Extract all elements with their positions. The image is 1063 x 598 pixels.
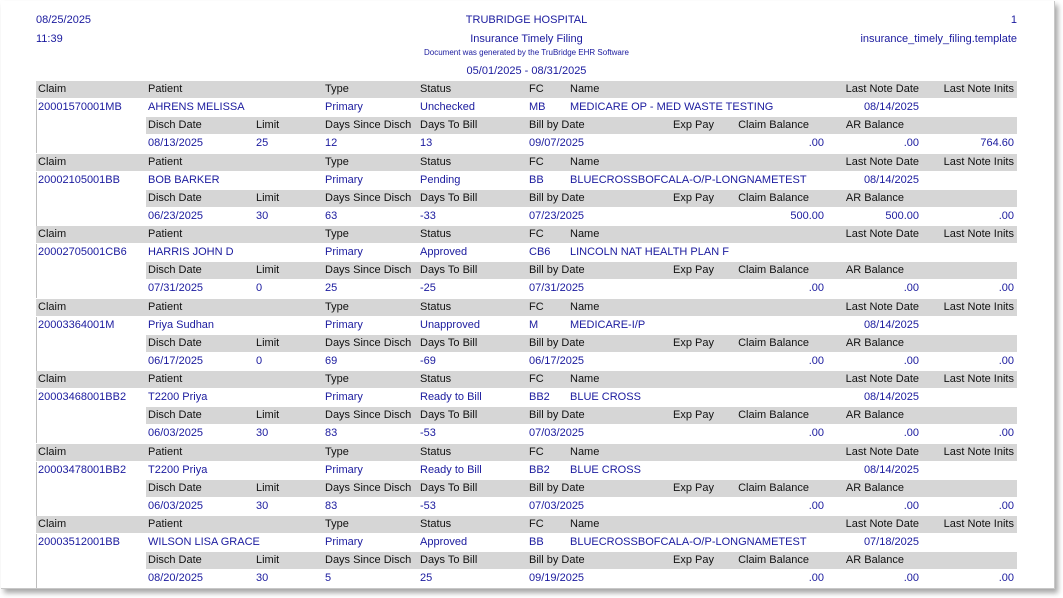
claim-cell: 20003512001BB	[38, 536, 120, 548]
claim-header: Claim	[38, 446, 67, 458]
type-header: Type	[325, 156, 349, 168]
record-divider	[36, 99, 37, 153]
fc-header: FC	[529, 373, 544, 385]
exp-pay-header: Exp Pay	[673, 337, 714, 349]
ar-balance-cell: .00	[998, 572, 1014, 584]
bill-by-date-cell: 07/31/2025	[529, 282, 585, 294]
fc-header: FC	[529, 446, 544, 458]
record-divider	[36, 317, 37, 371]
patient-header: Patient	[148, 228, 183, 240]
status-cell: Unchecked	[420, 101, 476, 113]
exp-pay-cell: .00	[808, 500, 824, 512]
exp-pay-cell: .00	[808, 282, 824, 294]
fc-cell: CB6	[529, 246, 551, 258]
status-cell: Ready to Bill	[420, 464, 482, 476]
ar-balance-cell: .00	[998, 282, 1014, 294]
claim-cell: 20003364001M	[38, 319, 115, 331]
patient-header: Patient	[148, 518, 183, 530]
last-note-inits-header: Last Note Inits	[943, 228, 1014, 240]
exp-pay-header: Exp Pay	[673, 482, 714, 494]
disch-date-cell: 06/17/2025	[148, 355, 204, 367]
disch-date-header: Disch Date	[148, 264, 202, 276]
claim-balance-header: Claim Balance	[738, 119, 809, 131]
type-cell: Primary	[325, 101, 363, 113]
type-cell: Primary	[325, 464, 363, 476]
name-header: Name	[570, 373, 600, 385]
name-header: Name	[570, 228, 600, 240]
ar-balance-cell: .00	[998, 427, 1014, 439]
fc-header: FC	[529, 156, 544, 168]
days-since-disch-header: Days Since Disch	[325, 482, 412, 494]
disch-date-header: Disch Date	[148, 482, 202, 494]
days-since-disch-header: Days Since Disch	[325, 337, 412, 349]
bill-by-date-header: Bill by Date	[529, 409, 585, 421]
claim-balance-cell: .00	[903, 137, 919, 149]
claim-cell: 20001570001MB	[38, 101, 122, 113]
billing-header-row	[146, 552, 1017, 569]
days-since-disch-header: Days Since Disch	[325, 192, 412, 204]
disch-date-header: Disch Date	[148, 119, 202, 131]
exp-pay-header: Exp Pay	[673, 264, 714, 276]
claim-row	[36, 389, 1017, 406]
fc-header: FC	[529, 83, 544, 95]
type-header: Type	[325, 373, 349, 385]
type-cell: Primary	[325, 391, 363, 403]
page-number: 1	[1010, 14, 1017, 26]
days-to-bill-header: Days To Bill	[420, 119, 478, 131]
patient-header: Patient	[148, 156, 183, 168]
report-title: Insurance Timely Filing	[470, 33, 583, 45]
status-cell: Approved	[420, 536, 468, 548]
billing-row	[36, 570, 1017, 587]
patient-cell: Priya Sudhan	[148, 319, 215, 331]
limit-header: Limit	[256, 119, 280, 131]
disch-date-cell: 07/31/2025	[148, 282, 204, 294]
type-cell: Primary	[325, 246, 363, 258]
billing-row	[36, 353, 1017, 370]
bill-by-date-cell: 09/19/2025	[529, 572, 585, 584]
bill-by-date-header: Bill by Date	[529, 337, 585, 349]
status-header: Status	[420, 373, 452, 385]
claim-row	[36, 534, 1017, 551]
record-divider	[36, 244, 37, 298]
disch-date-cell: 06/23/2025	[148, 210, 204, 222]
name-header: Name	[570, 446, 600, 458]
claim-balance-header: Claim Balance	[738, 337, 809, 349]
limit-cell: 25	[256, 137, 269, 149]
exp-pay-cell: .00	[808, 427, 824, 439]
report-time: 11:39	[36, 33, 63, 45]
exp-pay-header: Exp Pay	[673, 554, 714, 566]
type-cell: Primary	[325, 319, 363, 331]
patient-cell: WILSON LISA GRACE	[148, 536, 260, 548]
limit-cell: 30	[256, 427, 269, 439]
disch-date-cell: 06/03/2025	[148, 427, 204, 439]
claim-balance-header: Claim Balance	[738, 409, 809, 421]
days-since-disch-cell: 69	[325, 355, 338, 367]
ar-balance-cell: .00	[998, 210, 1014, 222]
last-note-date-header: Last Note Date	[845, 301, 919, 313]
ar-balance-cell: 764.60	[980, 137, 1014, 149]
days-to-bill-cell: -53	[420, 427, 436, 439]
claim-header-row	[36, 371, 1017, 388]
claim-header-row	[36, 444, 1017, 461]
patient-cell: T2200 Priya	[148, 391, 208, 403]
status-cell: Approved	[420, 246, 468, 258]
claim-balance-cell: .00	[903, 427, 919, 439]
last-note-inits-header: Last Note Inits	[943, 156, 1014, 168]
fc-cell: BB	[529, 536, 544, 548]
patient-header: Patient	[148, 83, 183, 95]
billing-header-row	[146, 190, 1017, 207]
name-cell: BLUE CROSS	[570, 391, 641, 403]
claim-balance-cell: .00	[903, 572, 919, 584]
exp-pay-cell: .00	[808, 355, 824, 367]
last-note-inits-header: Last Note Inits	[943, 518, 1014, 530]
name-header: Name	[570, 301, 600, 313]
fc-header: FC	[529, 301, 544, 313]
claim-balance-header: Claim Balance	[738, 264, 809, 276]
ar-balance-cell: .00	[998, 500, 1014, 512]
last-note-date-cell: 08/14/2025	[863, 174, 919, 186]
last-note-date-header: Last Note Date	[845, 156, 919, 168]
limit-cell: 30	[256, 500, 269, 512]
last-note-date-header: Last Note Date	[845, 373, 919, 385]
days-to-bill-header: Days To Bill	[420, 409, 478, 421]
last-note-date-cell: 08/14/2025	[863, 464, 919, 476]
patient-header: Patient	[148, 301, 183, 313]
billing-row	[36, 208, 1017, 225]
days-since-disch-cell: 83	[325, 500, 338, 512]
ar-balance-header: AR Balance	[845, 409, 904, 421]
claim-cell: 20002105001BB	[38, 174, 120, 186]
ar-balance-header: AR Balance	[845, 192, 904, 204]
claim-balance-cell: .00	[903, 500, 919, 512]
status-header: Status	[420, 301, 452, 313]
status-header: Status	[420, 83, 452, 95]
claim-cell: 20003478001BB2	[38, 464, 127, 476]
claim-header: Claim	[38, 156, 67, 168]
last-note-date-header: Last Note Date	[845, 228, 919, 240]
ar-balance-header: AR Balance	[845, 337, 904, 349]
claim-header-row	[36, 154, 1017, 171]
name-header: Name	[570, 518, 600, 530]
type-header: Type	[325, 83, 349, 95]
record-divider	[36, 172, 37, 226]
last-note-inits-header: Last Note Inits	[943, 373, 1014, 385]
name-cell: BLUECROSSBOFCALA-O/P-LONGNAMETEST	[570, 536, 807, 548]
days-to-bill-cell: -53	[420, 500, 436, 512]
fc-header: FC	[529, 518, 544, 530]
limit-header: Limit	[256, 482, 280, 494]
disch-date-header: Disch Date	[148, 192, 202, 204]
days-since-disch-header: Days Since Disch	[325, 119, 412, 131]
limit-cell: 30	[256, 210, 269, 222]
exp-pay-header: Exp Pay	[673, 119, 714, 131]
claim-header: Claim	[38, 228, 67, 240]
ar-balance-header: AR Balance	[845, 264, 904, 276]
record-divider	[36, 534, 37, 588]
claim-balance-header: Claim Balance	[738, 482, 809, 494]
ar-balance-header: AR Balance	[845, 482, 904, 494]
claim-row	[36, 244, 1017, 261]
bill-by-date-cell: 09/07/2025	[529, 137, 585, 149]
claim-header-row	[36, 81, 1017, 98]
days-since-disch-cell: 63	[325, 210, 338, 222]
date-range: 05/01/2025 - 08/31/2025	[466, 65, 587, 77]
claim-header: Claim	[38, 83, 67, 95]
days-to-bill-cell: 25	[420, 572, 433, 584]
last-note-inits-header: Last Note Inits	[943, 83, 1014, 95]
patient-header: Patient	[148, 373, 183, 385]
last-note-date-cell: 07/18/2025	[863, 536, 919, 548]
name-cell: MEDICARE OP - MED WASTE TESTING	[570, 101, 774, 113]
name-cell: BLUE CROSS	[570, 464, 641, 476]
days-to-bill-cell: 13	[420, 137, 433, 149]
last-note-inits-header: Last Note Inits	[943, 301, 1014, 313]
disch-date-cell: 06/03/2025	[148, 500, 204, 512]
bill-by-date-header: Bill by Date	[529, 264, 585, 276]
exp-pay-cell: .00	[808, 572, 824, 584]
last-note-date-header: Last Note Date	[845, 83, 919, 95]
days-to-bill-header: Days To Bill	[420, 482, 478, 494]
patient-cell: AHRENS MELISSA	[148, 101, 245, 113]
patient-cell: BOB BARKER	[148, 174, 220, 186]
limit-header: Limit	[256, 192, 280, 204]
claim-row	[36, 99, 1017, 116]
limit-cell: 0	[256, 355, 263, 367]
claim-header-row	[36, 226, 1017, 243]
fc-cell: BB	[529, 174, 544, 186]
claim-balance-cell: .00	[903, 355, 919, 367]
template-name: insurance_timely_filing.template	[860, 33, 1017, 45]
claim-cell: 20002705001CB6	[38, 246, 127, 258]
hospital-name: TRUBRIDGE HOSPITAL	[465, 14, 588, 26]
bill-by-date-header: Bill by Date	[529, 482, 585, 494]
days-since-disch-header: Days Since Disch	[325, 409, 412, 421]
days-to-bill-header: Days To Bill	[420, 192, 478, 204]
billing-row	[36, 498, 1017, 515]
fc-cell: BB2	[529, 391, 550, 403]
bill-by-date-header: Bill by Date	[529, 554, 585, 566]
days-since-disch-header: Days Since Disch	[325, 264, 412, 276]
type-header: Type	[325, 228, 349, 240]
claim-header: Claim	[38, 301, 67, 313]
last-note-inits-header: Last Note Inits	[943, 446, 1014, 458]
disch-date-header: Disch Date	[148, 337, 202, 349]
type-header: Type	[325, 446, 349, 458]
days-to-bill-header: Days To Bill	[420, 337, 478, 349]
limit-header: Limit	[256, 337, 280, 349]
claim-balance-cell: .00	[903, 282, 919, 294]
bill-by-date-cell: 07/03/2025	[529, 427, 585, 439]
status-header: Status	[420, 518, 452, 530]
bill-by-date-cell: 07/23/2025	[529, 210, 585, 222]
limit-header: Limit	[256, 554, 280, 566]
disch-date-cell: 08/13/2025	[148, 137, 204, 149]
status-cell: Unapproved	[420, 319, 480, 331]
bill-by-date-header: Bill by Date	[529, 192, 585, 204]
claim-header: Claim	[38, 518, 67, 530]
record-divider	[36, 462, 37, 516]
limit-header: Limit	[256, 409, 280, 421]
ar-balance-cell: .00	[998, 355, 1014, 367]
days-to-bill-cell: -69	[420, 355, 436, 367]
claim-header: Claim	[38, 373, 67, 385]
ar-balance-header: AR Balance	[845, 554, 904, 566]
claim-header-row	[36, 516, 1017, 533]
billing-header-row	[146, 262, 1017, 279]
type-cell: Primary	[325, 174, 363, 186]
patient-cell: HARRIS JOHN D	[148, 246, 234, 258]
last-note-date-cell: 08/14/2025	[863, 319, 919, 331]
days-since-disch-cell: 25	[325, 282, 338, 294]
exp-pay-header: Exp Pay	[673, 192, 714, 204]
status-header: Status	[420, 228, 452, 240]
fc-cell: BB2	[529, 464, 550, 476]
billing-row	[36, 425, 1017, 442]
status-cell: Ready to Bill	[420, 391, 482, 403]
fc-cell: MB	[529, 101, 546, 113]
days-to-bill-cell: -33	[420, 210, 436, 222]
status-header: Status	[420, 156, 452, 168]
status-cell: Pending	[420, 174, 461, 186]
billing-header-row	[146, 407, 1017, 424]
exp-pay-header: Exp Pay	[673, 409, 714, 421]
record-divider	[36, 389, 37, 443]
billing-row	[36, 135, 1017, 152]
exp-pay-cell: 500.00	[790, 210, 824, 222]
days-since-disch-cell: 12	[325, 137, 338, 149]
bill-by-date-cell: 07/03/2025	[529, 500, 585, 512]
patient-cell: T2200 Priya	[148, 464, 208, 476]
disch-date-cell: 08/20/2025	[148, 572, 204, 584]
disch-date-header: Disch Date	[148, 409, 202, 421]
fc-cell: M	[529, 319, 539, 331]
bill-by-date-cell: 06/17/2025	[529, 355, 585, 367]
claim-row	[36, 317, 1017, 334]
billing-header-row	[146, 117, 1017, 134]
limit-cell: 0	[256, 282, 263, 294]
generated-note: Document was generated by the TruBridge EHR Software	[424, 48, 629, 57]
disch-date-header: Disch Date	[148, 554, 202, 566]
claim-row	[36, 172, 1017, 189]
report-date: 08/25/2025	[36, 14, 92, 26]
limit-header: Limit	[256, 264, 280, 276]
claim-balance-header: Claim Balance	[738, 554, 809, 566]
limit-cell: 30	[256, 572, 269, 584]
billing-header-row	[146, 480, 1017, 497]
days-since-disch-cell: 83	[325, 427, 338, 439]
days-to-bill-cell: -25	[420, 282, 436, 294]
last-note-date-cell: 08/14/2025	[863, 101, 919, 113]
billing-row	[36, 280, 1017, 297]
name-header: Name	[570, 156, 600, 168]
days-since-disch-cell: 5	[325, 572, 332, 584]
billing-header-row	[146, 335, 1017, 352]
last-note-date-header: Last Note Date	[845, 446, 919, 458]
claim-header-row	[36, 299, 1017, 316]
ar-balance-header: AR Balance	[845, 119, 904, 131]
status-header: Status	[420, 446, 452, 458]
exp-pay-cell: .00	[808, 137, 824, 149]
claim-cell: 20003468001BB2	[38, 391, 127, 403]
claim-row	[36, 462, 1017, 479]
last-note-date-cell: 08/14/2025	[863, 391, 919, 403]
name-header: Name	[570, 83, 600, 95]
days-to-bill-header: Days To Bill	[420, 554, 478, 566]
days-since-disch-header: Days Since Disch	[325, 554, 412, 566]
name-cell: MEDICARE-I/P	[570, 319, 646, 331]
report-page	[1, 1, 1055, 589]
type-cell: Primary	[325, 536, 363, 548]
patient-header: Patient	[148, 446, 183, 458]
last-note-date-header: Last Note Date	[845, 518, 919, 530]
claim-balance-cell: 500.00	[885, 210, 919, 222]
name-cell: BLUECROSSBOFCALA-O/P-LONGNAMETEST	[570, 174, 807, 186]
claim-balance-header: Claim Balance	[738, 192, 809, 204]
type-header: Type	[325, 518, 349, 530]
days-to-bill-header: Days To Bill	[420, 264, 478, 276]
bill-by-date-header: Bill by Date	[529, 119, 585, 131]
type-header: Type	[325, 301, 349, 313]
fc-header: FC	[529, 228, 544, 240]
name-cell: LINCOLN NAT HEALTH PLAN F	[570, 246, 729, 258]
